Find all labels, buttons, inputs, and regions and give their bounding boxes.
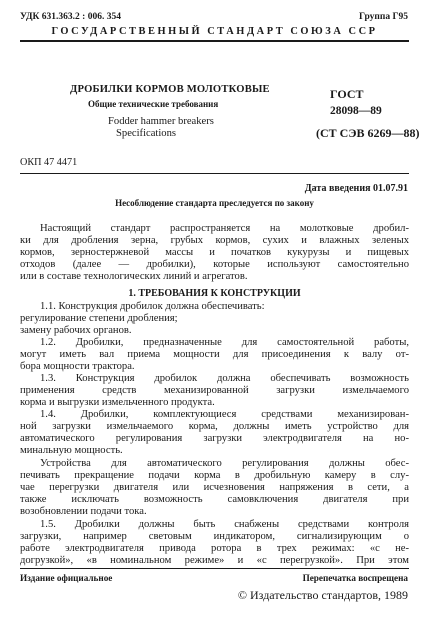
clause-1-5 [20,519,409,567]
effective-date: Дата введения 01.07.91 [304,183,408,194]
paragraph-line: 1.1. Конструкция дробилок должна обеспечивать: [40,301,265,312]
paragraph-line: печивать прекращение подачи корма в дробильную камеру в слу- [20,470,409,482]
paragraph-line: загрузки, например световым индикатором, сигнализирующим о [20,531,409,543]
clause-1-1 [20,301,409,337]
paragraph-line: минальную мощность. [20,445,123,457]
paragraph-line: 1.5. Дробилки должны быть снабжены средствами контроля [40,519,409,530]
document-title: ДРОБИЛКИ КОРМОВ МОЛОТКОВЫЕ [70,84,270,95]
paragraph-line: ки для дробления зерна, грубых кормов, сухих и влажных зеленых [20,235,409,247]
prosecution-notice: Несоблюдение стандарта преследуется по закону [115,198,314,208]
official-edition: Издание официальное [20,573,113,583]
paragraph-line: могут иметь вал приема мощности для присоединения к валу от- [20,349,409,361]
document-subtitle: Общие технические требования [88,99,219,109]
english-title: Fodder hammer breakers [108,116,214,127]
english-subtitle: Specifications [116,128,177,139]
paragraph-line: применения средств механизированной загрузки измельчаемого [20,385,409,397]
gost-label: ГОСТ [330,87,364,101]
paragraph-line: ной загрузки измельчаемого корма, должны иметь устройство для [20,421,409,433]
paragraph-line: автоматического регулирования загрузки электродвигателя на но- [20,433,409,445]
paragraph-line: бора мощности трактора. [20,361,135,373]
clause-1-3 [20,373,409,409]
paragraph-line: 1.3. Конструкция дробилок должна обеспечивать возможность [40,373,409,384]
clause-1-4 [20,409,409,457]
paragraph-line: также исключать возможность самовключения двигателя при [20,494,409,506]
standard-banner: ГОСУДАРСТВЕННЫЙ СТАНДАРТ СОЮЗА ССР [51,26,378,37]
udk-code: УДК 631.363.2 : 006. 354 [20,12,121,22]
paragraph-line: 1.2. Дробилки, предназначенные для самостоятельной работы, [40,337,409,348]
clause-1-2 [20,337,409,373]
paragraph-line: возобновлении подачи тока. [20,506,147,518]
paragraph-line: работе электродвигателя привода ротора в трех режимах: «с не- [20,543,409,555]
paragraph-line: отходов (далее — дробилки), которые используют самостоятельно [20,259,409,271]
scope-paragraph [20,223,409,283]
reprint-notice: Перепечатка воспрещена [302,573,408,583]
paragraph-line: или в составе технологических линий и агрегатов. [20,271,248,283]
paragraph-line: догрузкой», «в номинальном режиме» и «с перегрузкой». При этом [20,555,409,567]
paragraph-line: замену рабочих органов. [20,325,132,337]
gost-number: 28098—89 [330,105,382,117]
okp-code: ОКП 47 4471 [20,157,78,168]
title-rule [20,173,409,174]
auto-regulation-paragraph [20,458,409,518]
paragraph-line: Устройства для автоматического регулирования должны обес- [40,458,409,469]
section-title: 1. ТРЕБОВАНИЯ К КОНСТРУКЦИИ [128,288,301,299]
paragraph-line: чае перегрузки двигателя или исчезновения напряжения в сети, а [20,482,409,494]
header-rule [20,40,409,42]
paragraph-line: 1.4. Дробилки, комплектующиеся средствами механизирован- [40,409,409,420]
group-code: Группа Г95 [359,12,408,22]
paragraph-line: Настоящий стандарт распространяется на молотковые дробил- [40,223,409,234]
paragraph-line: регулирование степени дробления; [20,313,178,325]
footer-rule [20,568,409,569]
paragraph-line: кормов, зерностержневой массы и початков кукурузы и пищевых [20,247,409,259]
paragraph-line: корма и выгрузки измельченного продукта. [20,397,215,409]
cmea-number: (СТ СЭВ 6269—88) [316,126,420,140]
copyright-notice: © Издательство стандартов, 1989 [237,588,408,602]
